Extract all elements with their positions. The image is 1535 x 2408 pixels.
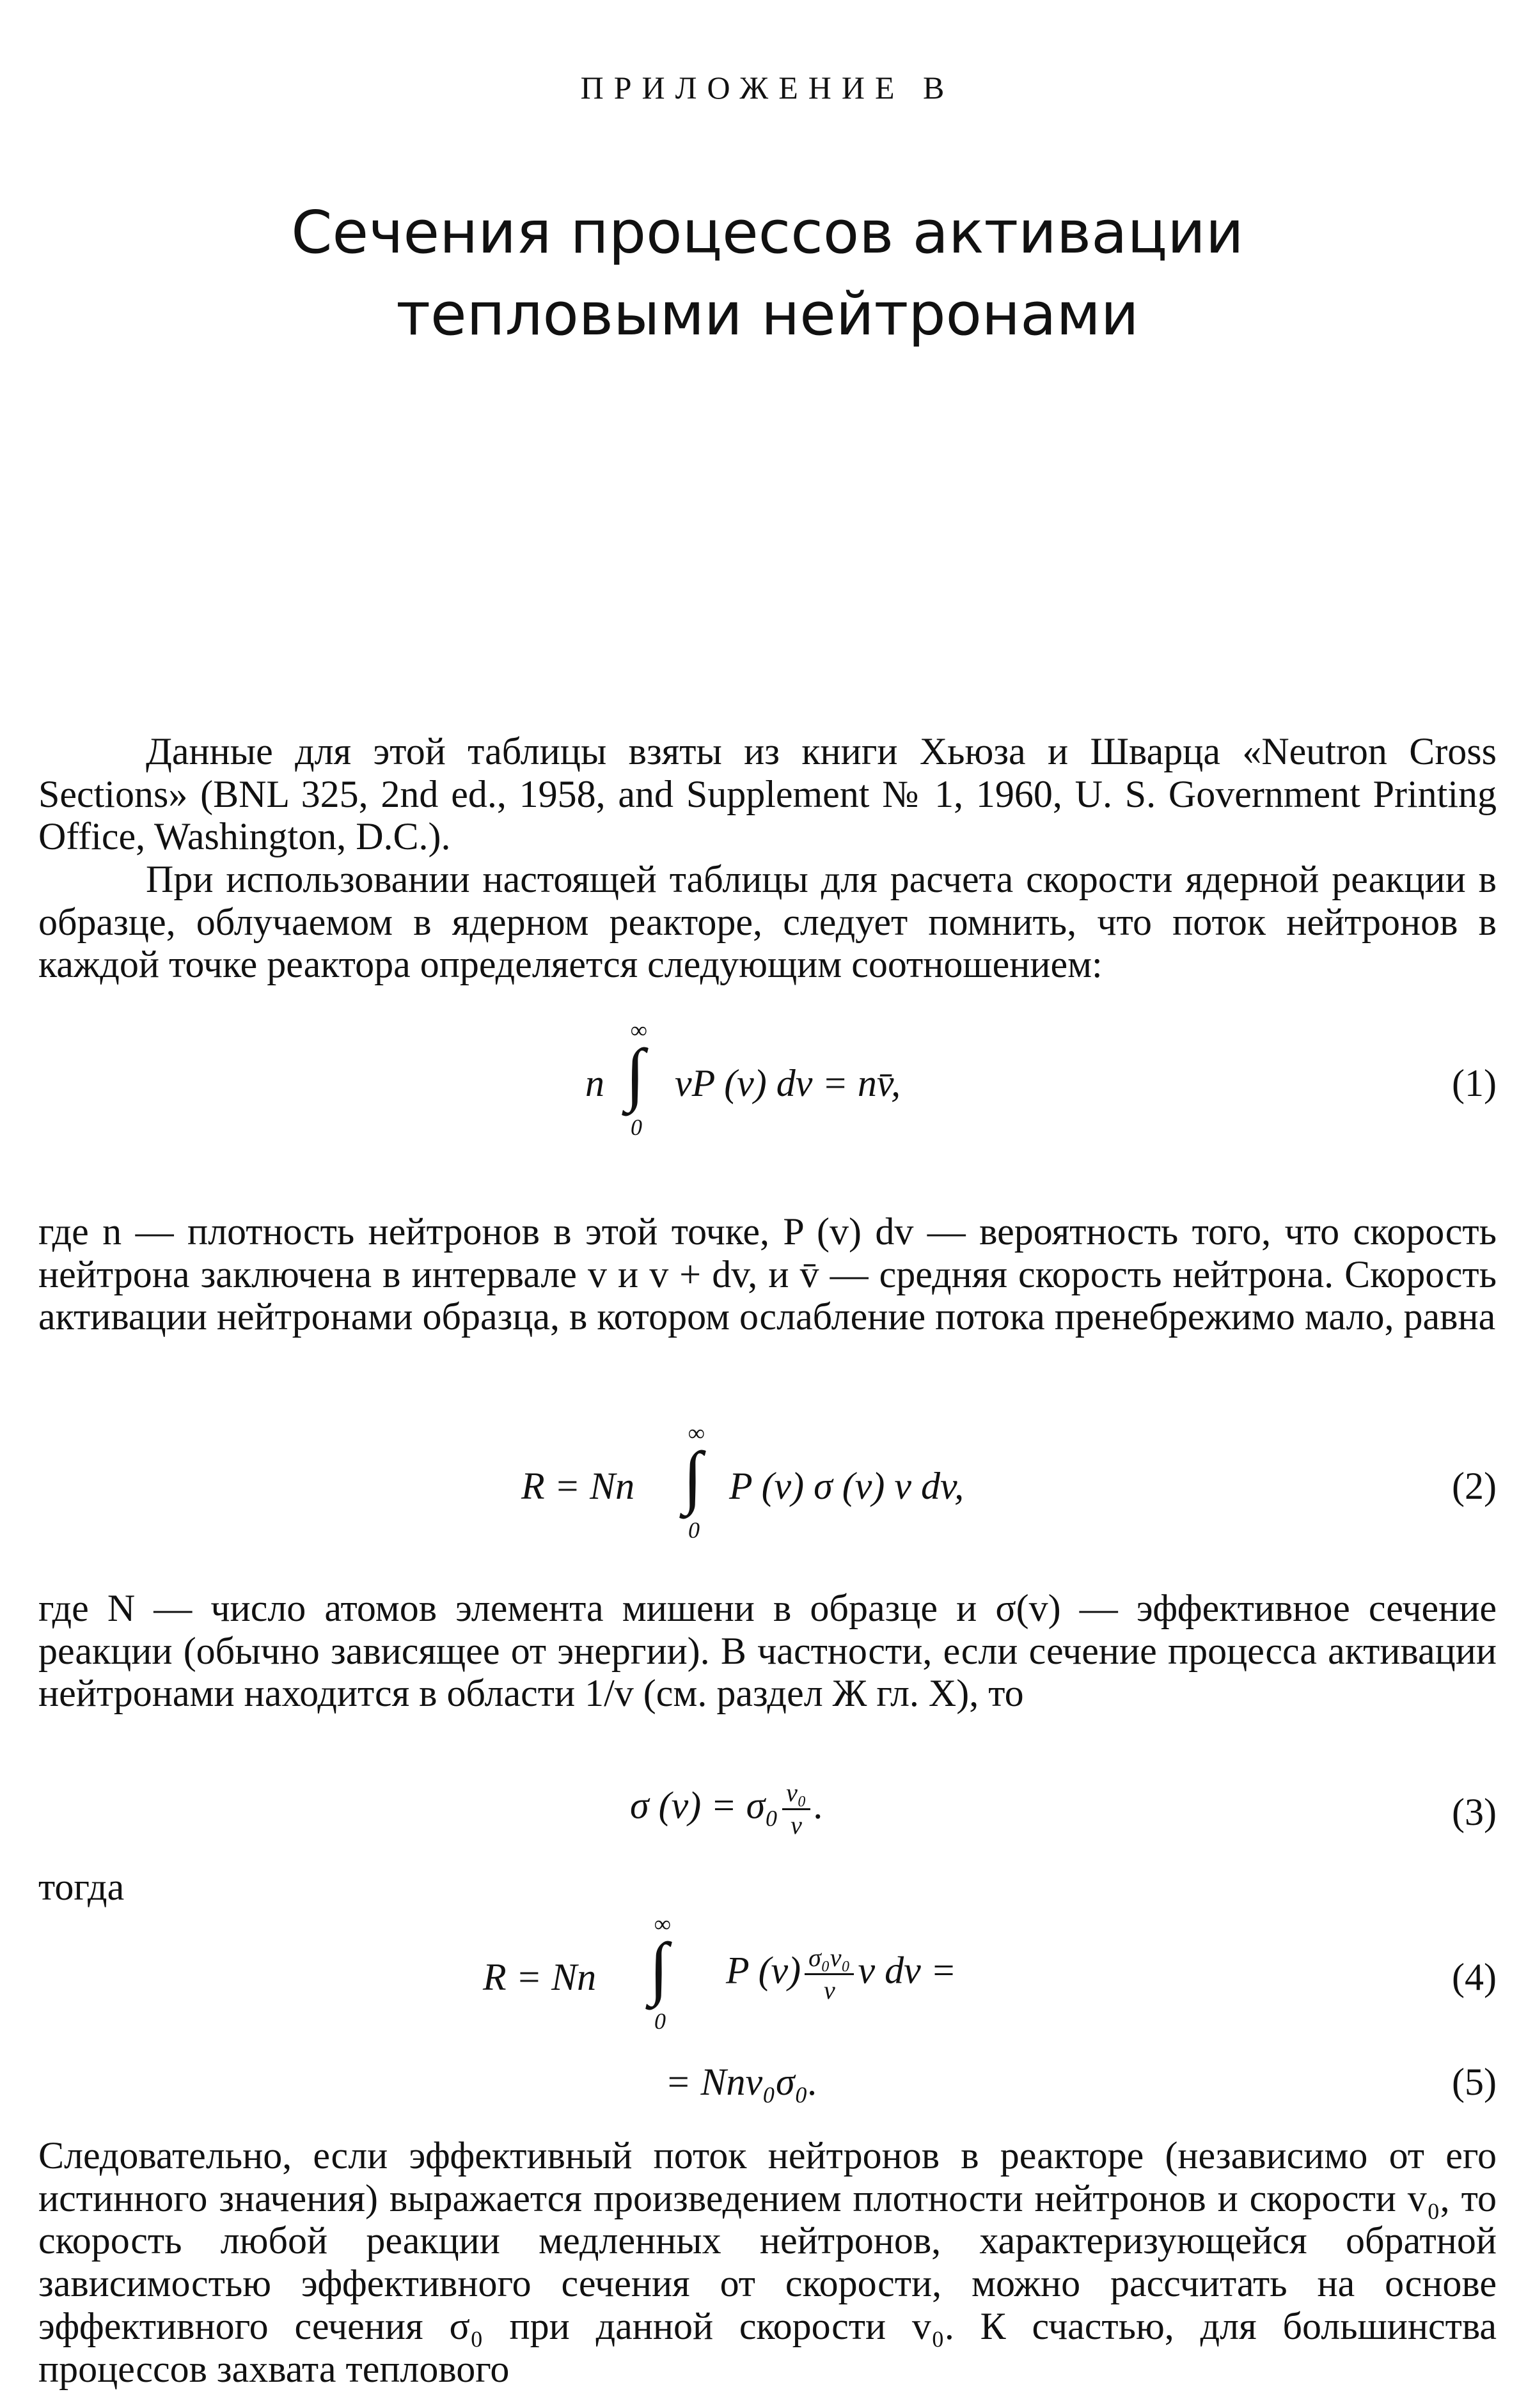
equation-3 bbox=[38, 1778, 1497, 1867]
paragraph-6: Следовательно, если эффективный поток нейтронов в реакторе (независимо от его истинного значения) выражается произведением плотности нейтронов и скорости v₀, то скорость любой реакции медленных нейтронов, характеризующейся обратной зависимостью эффективного сечения от скорости, можно рассчитать на основе эффективного сечения σ₀ при данной скорости v₀. К счастью, для большинства процессов захвата теплового bbox=[38, 2134, 1497, 2390]
equation-1-left: n bbox=[585, 1062, 604, 1104]
equation-3-numerator: v₀ bbox=[782, 1778, 810, 1810]
equation-3-tail: . bbox=[814, 1784, 824, 1827]
integral-sign-icon: ∫ bbox=[683, 1437, 703, 1515]
page-title-line-1: Сечения процессов активации bbox=[291, 198, 1244, 267]
appendix-label: ПРИЛОЖЕНИЕ В bbox=[580, 70, 955, 106]
equation-1-upper-limit: ∞ bbox=[631, 1017, 647, 1043]
equation-4-lower-limit: 0 bbox=[654, 2008, 666, 2034]
page-title bbox=[192, 192, 1343, 356]
equation-3-denominator: v bbox=[791, 1811, 802, 1840]
paragraph-5: тогда bbox=[38, 1866, 125, 1908]
equation-3-left: σ (v) = σ₀ bbox=[630, 1784, 779, 1827]
equation-1-integrand: vP (v) dv = nv̄, bbox=[675, 1062, 901, 1104]
integral-sign-icon: ∫ bbox=[626, 1035, 645, 1113]
equation-2-integrand: P (v) σ (v) v dv, bbox=[729, 1465, 964, 1507]
equation-2-left: R = Nn bbox=[521, 1465, 635, 1507]
paragraph-3: где n — плотность нейтронов в этой точке, P (v) dv — вероятность того, что скорость нейтрона заключена в интервале v и v + dv, и v̄ — средняя скорость нейтрона. Скорость активации нейтронами образца, в котором ослабление потока пренебрежимо мало, равна bbox=[38, 1210, 1497, 1338]
equation-4-integrand-a: P (v) bbox=[726, 1949, 801, 1992]
equation-4-number: (4) bbox=[1452, 1956, 1497, 1998]
equation-1-integral bbox=[626, 1017, 647, 1140]
equation-1-number: (1) bbox=[1452, 1062, 1497, 1104]
equation-3-fraction bbox=[782, 1778, 810, 1841]
equation-3-number: (3) bbox=[1452, 1791, 1497, 1833]
equation-4-integral bbox=[649, 1911, 671, 2034]
equation-5-body: = Nnv₀σ₀. bbox=[665, 2061, 818, 2103]
paragraph-1: Данные для этой таблицы взяты из книги Хьюза и Шварца «Neutron Cross Sections» (BNL 325, 2nd ed., 1958, and Supplement № 1, 1960, U. S. Government Printing Office, Washington, D.C.). bbox=[38, 730, 1497, 858]
equation-3-formula bbox=[630, 1778, 824, 1841]
equation-5-number: (5) bbox=[1452, 2061, 1497, 2103]
integral-sign-icon: ∫ bbox=[649, 1928, 669, 2006]
paragraph-2: При использовании настоящей таблицы для расчета скорости ядерной реакции в образце, облучаемом в ядерном реакторе, следует помнить, что поток нейтронов в каждой точке реактора определяется следующим соотношением: bbox=[38, 858, 1497, 986]
equation-2-upper-limit: ∞ bbox=[688, 1420, 705, 1446]
equation-1-lower-limit: 0 bbox=[631, 1114, 642, 1140]
equation-2-lower-limit: 0 bbox=[688, 1517, 700, 1543]
equation-4-denominator: v bbox=[823, 1976, 835, 2005]
equation-4-left: R = Nn bbox=[483, 1956, 597, 1998]
page-title-line-2: тепловыми нейтронами bbox=[396, 280, 1139, 348]
equation-4-numerator: σ₀v₀ bbox=[805, 1943, 854, 1975]
equation-4-fraction bbox=[805, 1943, 854, 2006]
equation-2 bbox=[38, 1420, 1497, 1543]
equation-4-integrand-b: v dv = bbox=[858, 1949, 957, 1992]
equation-4-integrand bbox=[726, 1943, 956, 2006]
equation-1 bbox=[38, 1017, 1497, 1140]
paragraph-4: где N — число атомов элемента мишени в образце и σ(v) — эффективное сечение реакции (обычно зависящее от энергии). В частности, если сечение процесса активации нейтронами находится в области 1/v (см. раздел Ж гл. X), то bbox=[38, 1587, 1497, 1715]
equation-4-upper-limit: ∞ bbox=[654, 1911, 671, 1937]
equation-4 bbox=[38, 1911, 1497, 2034]
equation-2-number: (2) bbox=[1452, 1465, 1497, 1507]
equation-2-integral bbox=[683, 1419, 705, 1543]
equation-5 bbox=[38, 2060, 1497, 2137]
